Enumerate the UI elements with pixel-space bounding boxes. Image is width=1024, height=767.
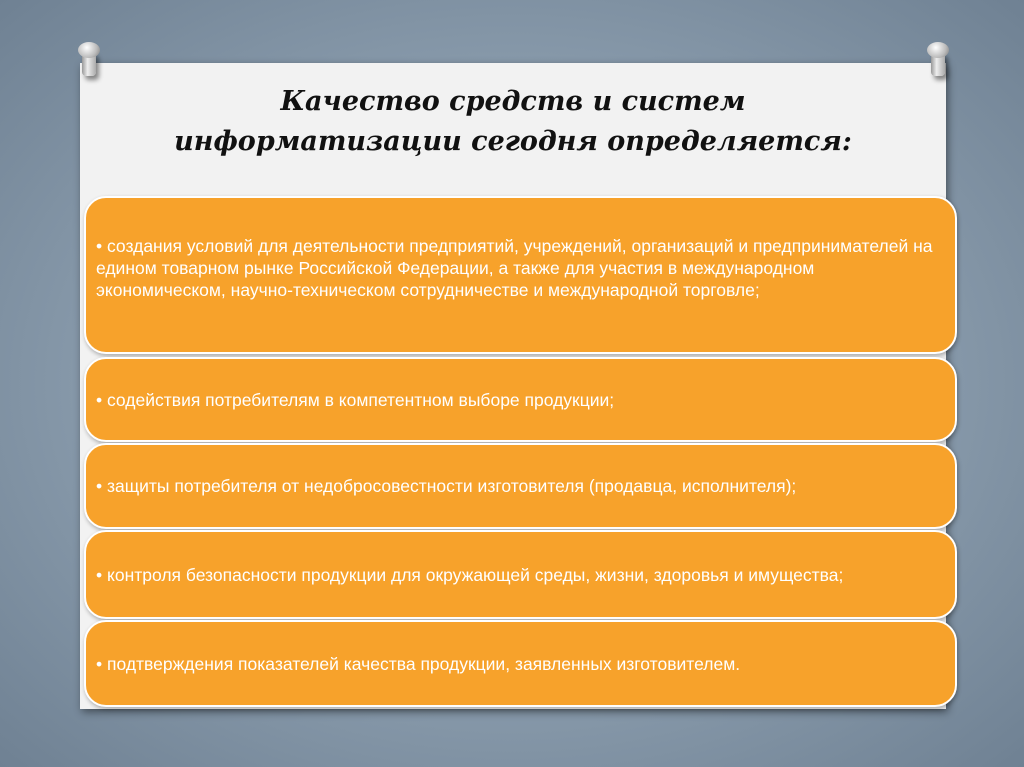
item-text: • подтверждения показателей качества продукции, заявленных изготовителем. [96, 653, 741, 674]
list-item [84, 196, 957, 354]
slide-title [80, 82, 946, 162]
list-item [84, 620, 957, 707]
pushpin-icon [925, 42, 951, 80]
item-text: • содействия потребителям в компетентном выборе продукции; [96, 389, 615, 410]
pushpin-icon [76, 42, 102, 80]
title-line-2: информатизации сегодня определяется: [174, 126, 852, 157]
list-item [84, 357, 957, 442]
title-line-1: Качество средств и систем [280, 86, 746, 117]
item-text: • создания условий для деятельности предприятий, учреждений, организаций и предпринимателей на едином товарном рынке Российской Федерации, а также для участия в международном экономическом, научно-техническом сотрудничестве и международной торговле; [96, 236, 933, 300]
item-text: • защиты потребителя от недобросовестности изготовителя (продавца, исполнителя); [96, 476, 797, 496]
list-item [84, 530, 957, 619]
list-item [84, 443, 957, 529]
item-text: • контроля безопасности продукции для окружающей среды, жизни, здоровья и имущества; [96, 564, 844, 585]
